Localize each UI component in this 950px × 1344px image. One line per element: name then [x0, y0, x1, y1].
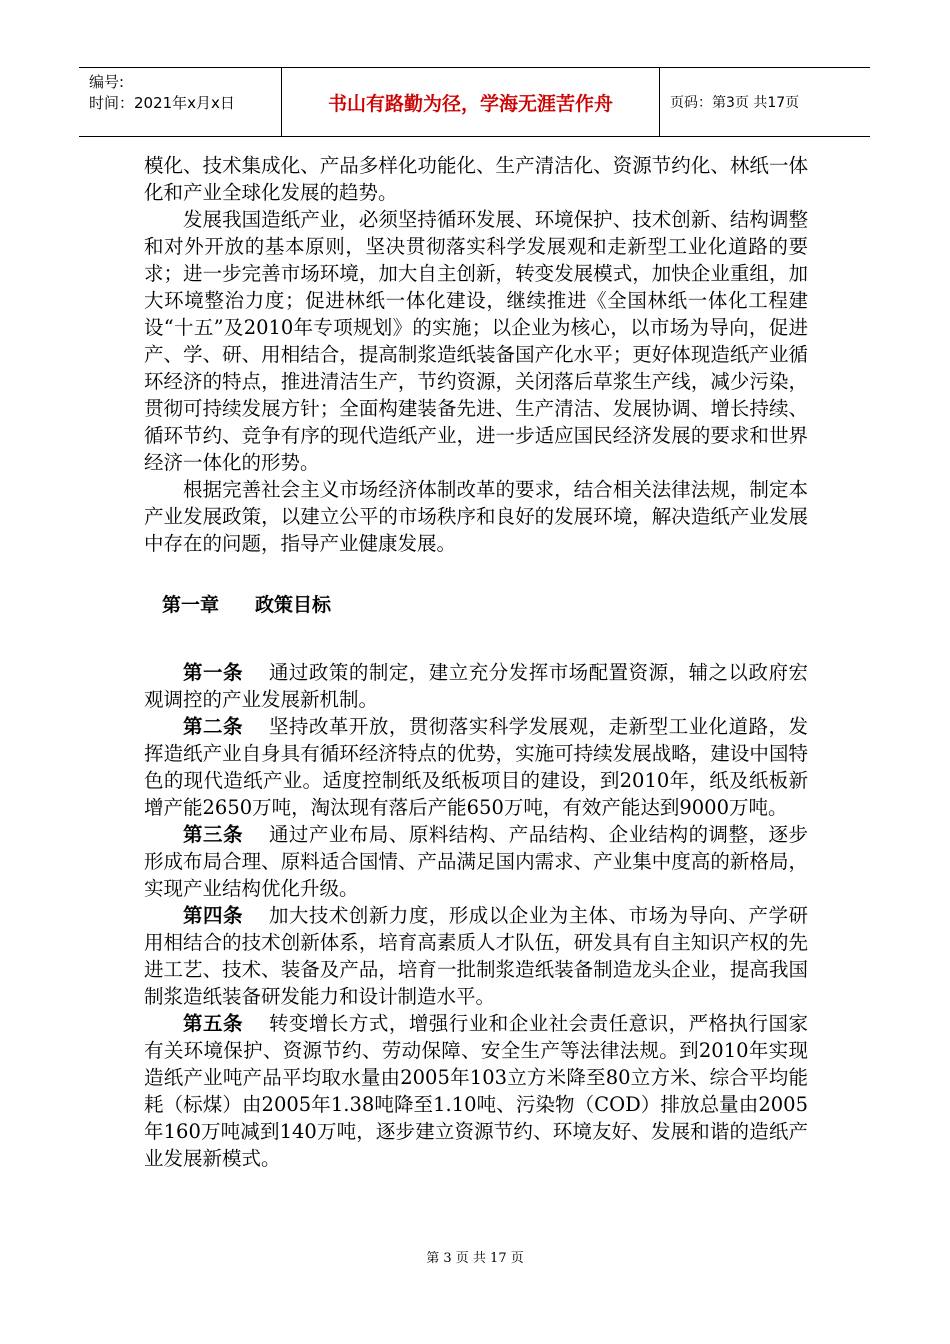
- intro-paragraph: 发展我国造纸产业，必须坚持循环发展、环境保护、技术创新、结构调整和对外开放的基本原则，坚决贯彻落实科学发展观和走新型工业化道路的要求；进一步完善市场环境，加大自主创新，转变发展模式，加快企业重组，加大环境整治力度；促进林纸一体化建设，继续推进《全国林纸一体化工程建设“十五”及2010年专项规划》的实施；以企业为核心，以市场为导向，促进产、学、研、用相结合，提高制浆造纸装备国产化水平；更好体现造纸产业循环经济的特点，推进清洁生产，节约资源，关闭落后草浆生产线，减少污染，贯彻可持续发展方针；全面构建装备先进、生产清洁、发展协调、增长持续、循环节约、竞争有序的现代造纸产业，进一步适应国民经济发展的要求和世界经济一体化的形势。: [144, 208, 808, 474]
- document-number-label: 编号:: [89, 73, 125, 91]
- intro-paragraph: 模化、技术集成化、产品多样化功能化、生产清洁化、资源节约化、林纸一体化和产业全球化发展的趋势。: [144, 154, 808, 204]
- article-paragraph: [144, 821, 808, 902]
- page-footer: 第 3 页 共 17 页: [426, 1251, 524, 1266]
- article-paragraph: [144, 902, 808, 1010]
- article-text: 坚持改革开放，贯彻落实科学发展观，走新型工业化道路，发挥造纸产业自身具有循环经济特点的优势，实施可持续发展战略，建设中国特色的现代造纸产业。适度控制纸及纸板项目的建设，到2010年，纸及纸板新增产能2650万吨，淘汰现有落后产能650万吨，有效产能达到9000万吨。: [144, 715, 808, 819]
- chapter-number: 第一章: [162, 594, 220, 616]
- article-label: 第三条: [183, 823, 243, 846]
- document-body: [144, 152, 808, 1172]
- article-label: 第五条: [183, 1012, 243, 1035]
- article-paragraph: [144, 713, 808, 821]
- article-text: 通过政策的制定，建立充分发挥市场配置资源，辅之以政府宏观调控的产业发展新机制。: [144, 661, 808, 711]
- chapter-heading: [144, 592, 808, 619]
- article-paragraph: [144, 659, 808, 713]
- article-text: 转变增长方式，增强行业和企业社会责任意识，严格执行国家有关环境保护、资源节约、劳动保障、安全生产等法律法规。到2010年实现造纸产业吨产品平均取水量由2005年103立方米降至80立方米、综合平均能耗（标煤）由2005年1.38吨降至1.10吨、污染物（COD）排放总量由2005年160万吨减到140万吨，逐步建立资源节约、环境友好、发展和谐的造纸产业发展新模式。: [144, 1012, 808, 1170]
- intro-paragraph: 根据完善社会主义市场经济体制改革的要求，结合相关法律法规，制定本产业发展政策，以建立公平的市场秩序和良好的发展环境，解决造纸产业发展中存在的问题，指导产业健康发展。: [144, 478, 808, 555]
- article-label: 第一条: [183, 661, 243, 684]
- header-meta: [79, 68, 282, 136]
- header-motto: 书山有路勤为径，学海无涯苦作舟: [282, 68, 660, 136]
- header-page-label: 页码：第3页 共17页: [670, 95, 800, 111]
- article-text: 通过产业布局、原料结构、产品结构、企业结构的调整，逐步形成布局合理、原料适合国情、产品满足国内需求、产业集中度高的新格局，实现产业结构优化升级。: [144, 823, 808, 900]
- article-text: 加大技术创新力度，形成以企业为主体、市场为导向、产学研用相结合的技术创新体系，培育高素质人才队伍，研发具有自主知识产权的先进工艺、技术、装备及产品，培育一批制浆造纸装备制造龙头企业，提高我国制浆造纸装备研发能力和设计制造水平。: [144, 904, 808, 1008]
- document-time-label: 时间：2021年x月x日: [89, 94, 235, 112]
- article-label: 第二条: [183, 715, 243, 738]
- article-paragraph: [144, 1010, 808, 1172]
- chapter-title: 政策目标: [255, 594, 332, 616]
- article-label: 第四条: [183, 904, 243, 927]
- page-header: [79, 67, 870, 137]
